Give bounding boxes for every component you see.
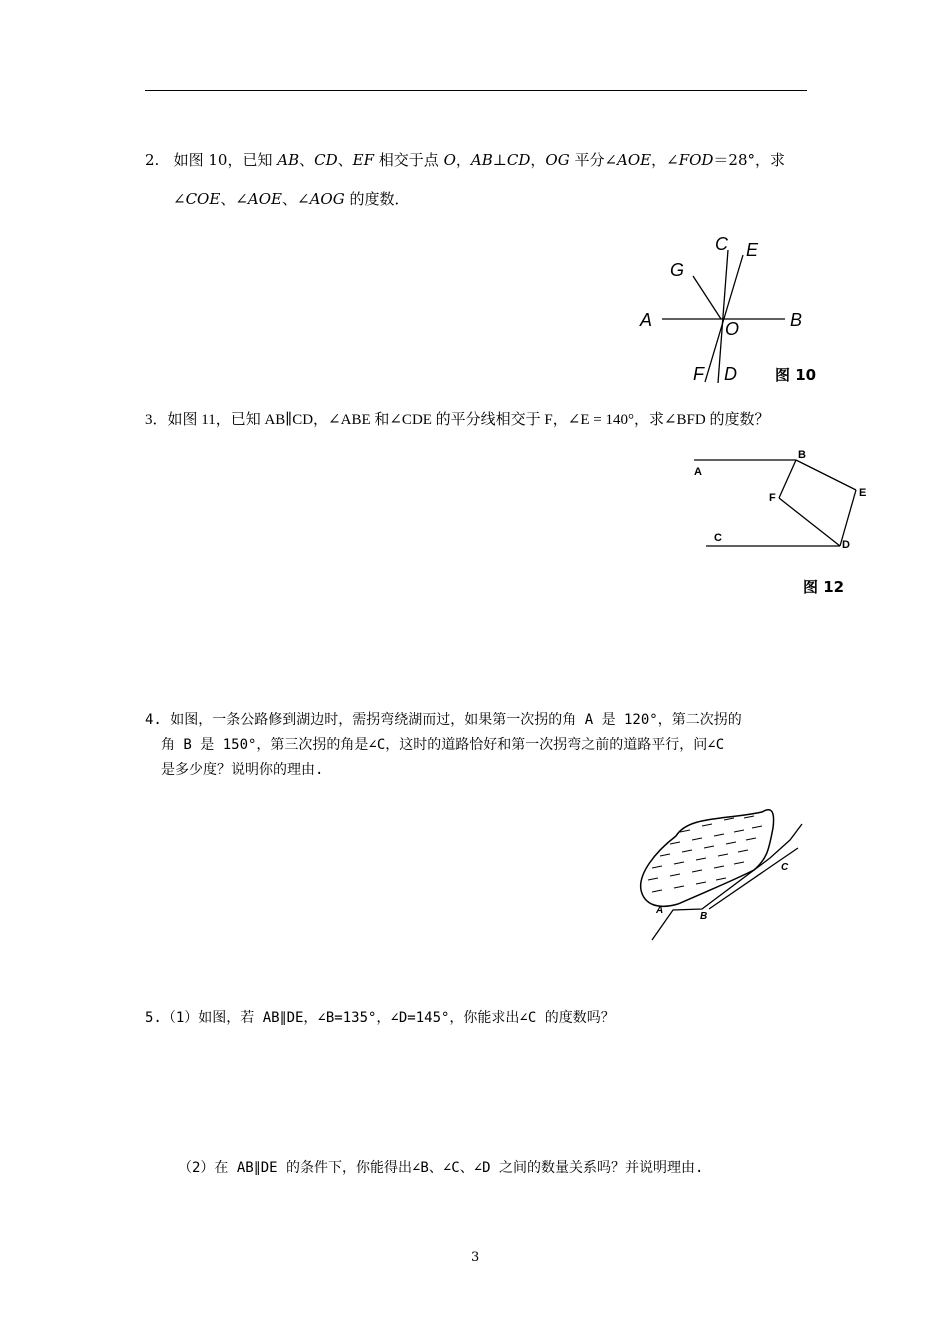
q5-part-1: 5.（1）如图，若 AB∥DE，∠B=135°，∠D=145°，你能求出∠C 的度数吗？	[145, 1010, 615, 1026]
segment-fd	[779, 498, 840, 546]
segment-ed	[840, 490, 856, 546]
segment-be	[796, 460, 856, 490]
label-f: F	[769, 492, 776, 504]
q4-line-2: 角 B 是 150°，第三次拐的角是∠C，这时的道路恰好和第一次拐弯之前的道路平行，问∠C	[161, 737, 725, 753]
label-e: E	[746, 240, 759, 260]
label-d: D	[724, 364, 737, 384]
label-o: O	[725, 319, 740, 339]
q3-figure	[690, 448, 880, 558]
label-c: C	[715, 234, 728, 254]
label-b: B	[790, 310, 803, 330]
label-d: D	[842, 539, 850, 551]
ray-og	[693, 276, 721, 319]
q2-line-1: 2. 如图 10，已知 AB、CD、EF 相交于点 O，AB⊥CD，OG 平分∠AOE，∠FOD＝28°，求	[145, 151, 786, 169]
q5-part-2: （2）在 AB∥DE 的条件下，你能得出∠B、∠C、∠D 之间的数量关系吗？并说明理由.	[178, 1160, 704, 1176]
page-number: 3	[471, 1250, 480, 1265]
lake-outline	[641, 810, 774, 907]
figure-12-caption: 图 12	[803, 578, 845, 596]
label-c: C	[714, 532, 722, 544]
q4-figure	[630, 800, 820, 950]
label-c: C	[781, 862, 789, 873]
label-g: G	[670, 260, 685, 280]
q2-line-2: ∠COE、∠AOE、∠AOG 的度数．	[173, 190, 410, 208]
label-a: A	[640, 310, 653, 330]
segment-bf	[779, 460, 796, 498]
q4-line-1: 4. 如图，一条公路修到湖边时，需拐弯绕湖而过，如果第一次拐的角 A 是 120°，第二次拐的	[145, 712, 742, 728]
label-b: B	[798, 449, 806, 461]
q3-text: 3．如图 11，已知 AB∥CD，∠ABE 和∠CDE 的平分线相交于 F，∠E = 140°，求∠BFD 的度数？	[145, 412, 770, 428]
q4-line-3: 是多少度？说明你的理由.	[161, 762, 324, 778]
header-rule	[145, 90, 807, 91]
label-a: A	[694, 466, 702, 478]
label-a: A	[656, 905, 664, 916]
label-e: E	[859, 487, 867, 499]
label-b: B	[700, 911, 708, 922]
lake-water-marks	[648, 816, 762, 892]
figure-10-caption: 图 10	[775, 366, 817, 384]
label-f: F	[693, 364, 704, 384]
